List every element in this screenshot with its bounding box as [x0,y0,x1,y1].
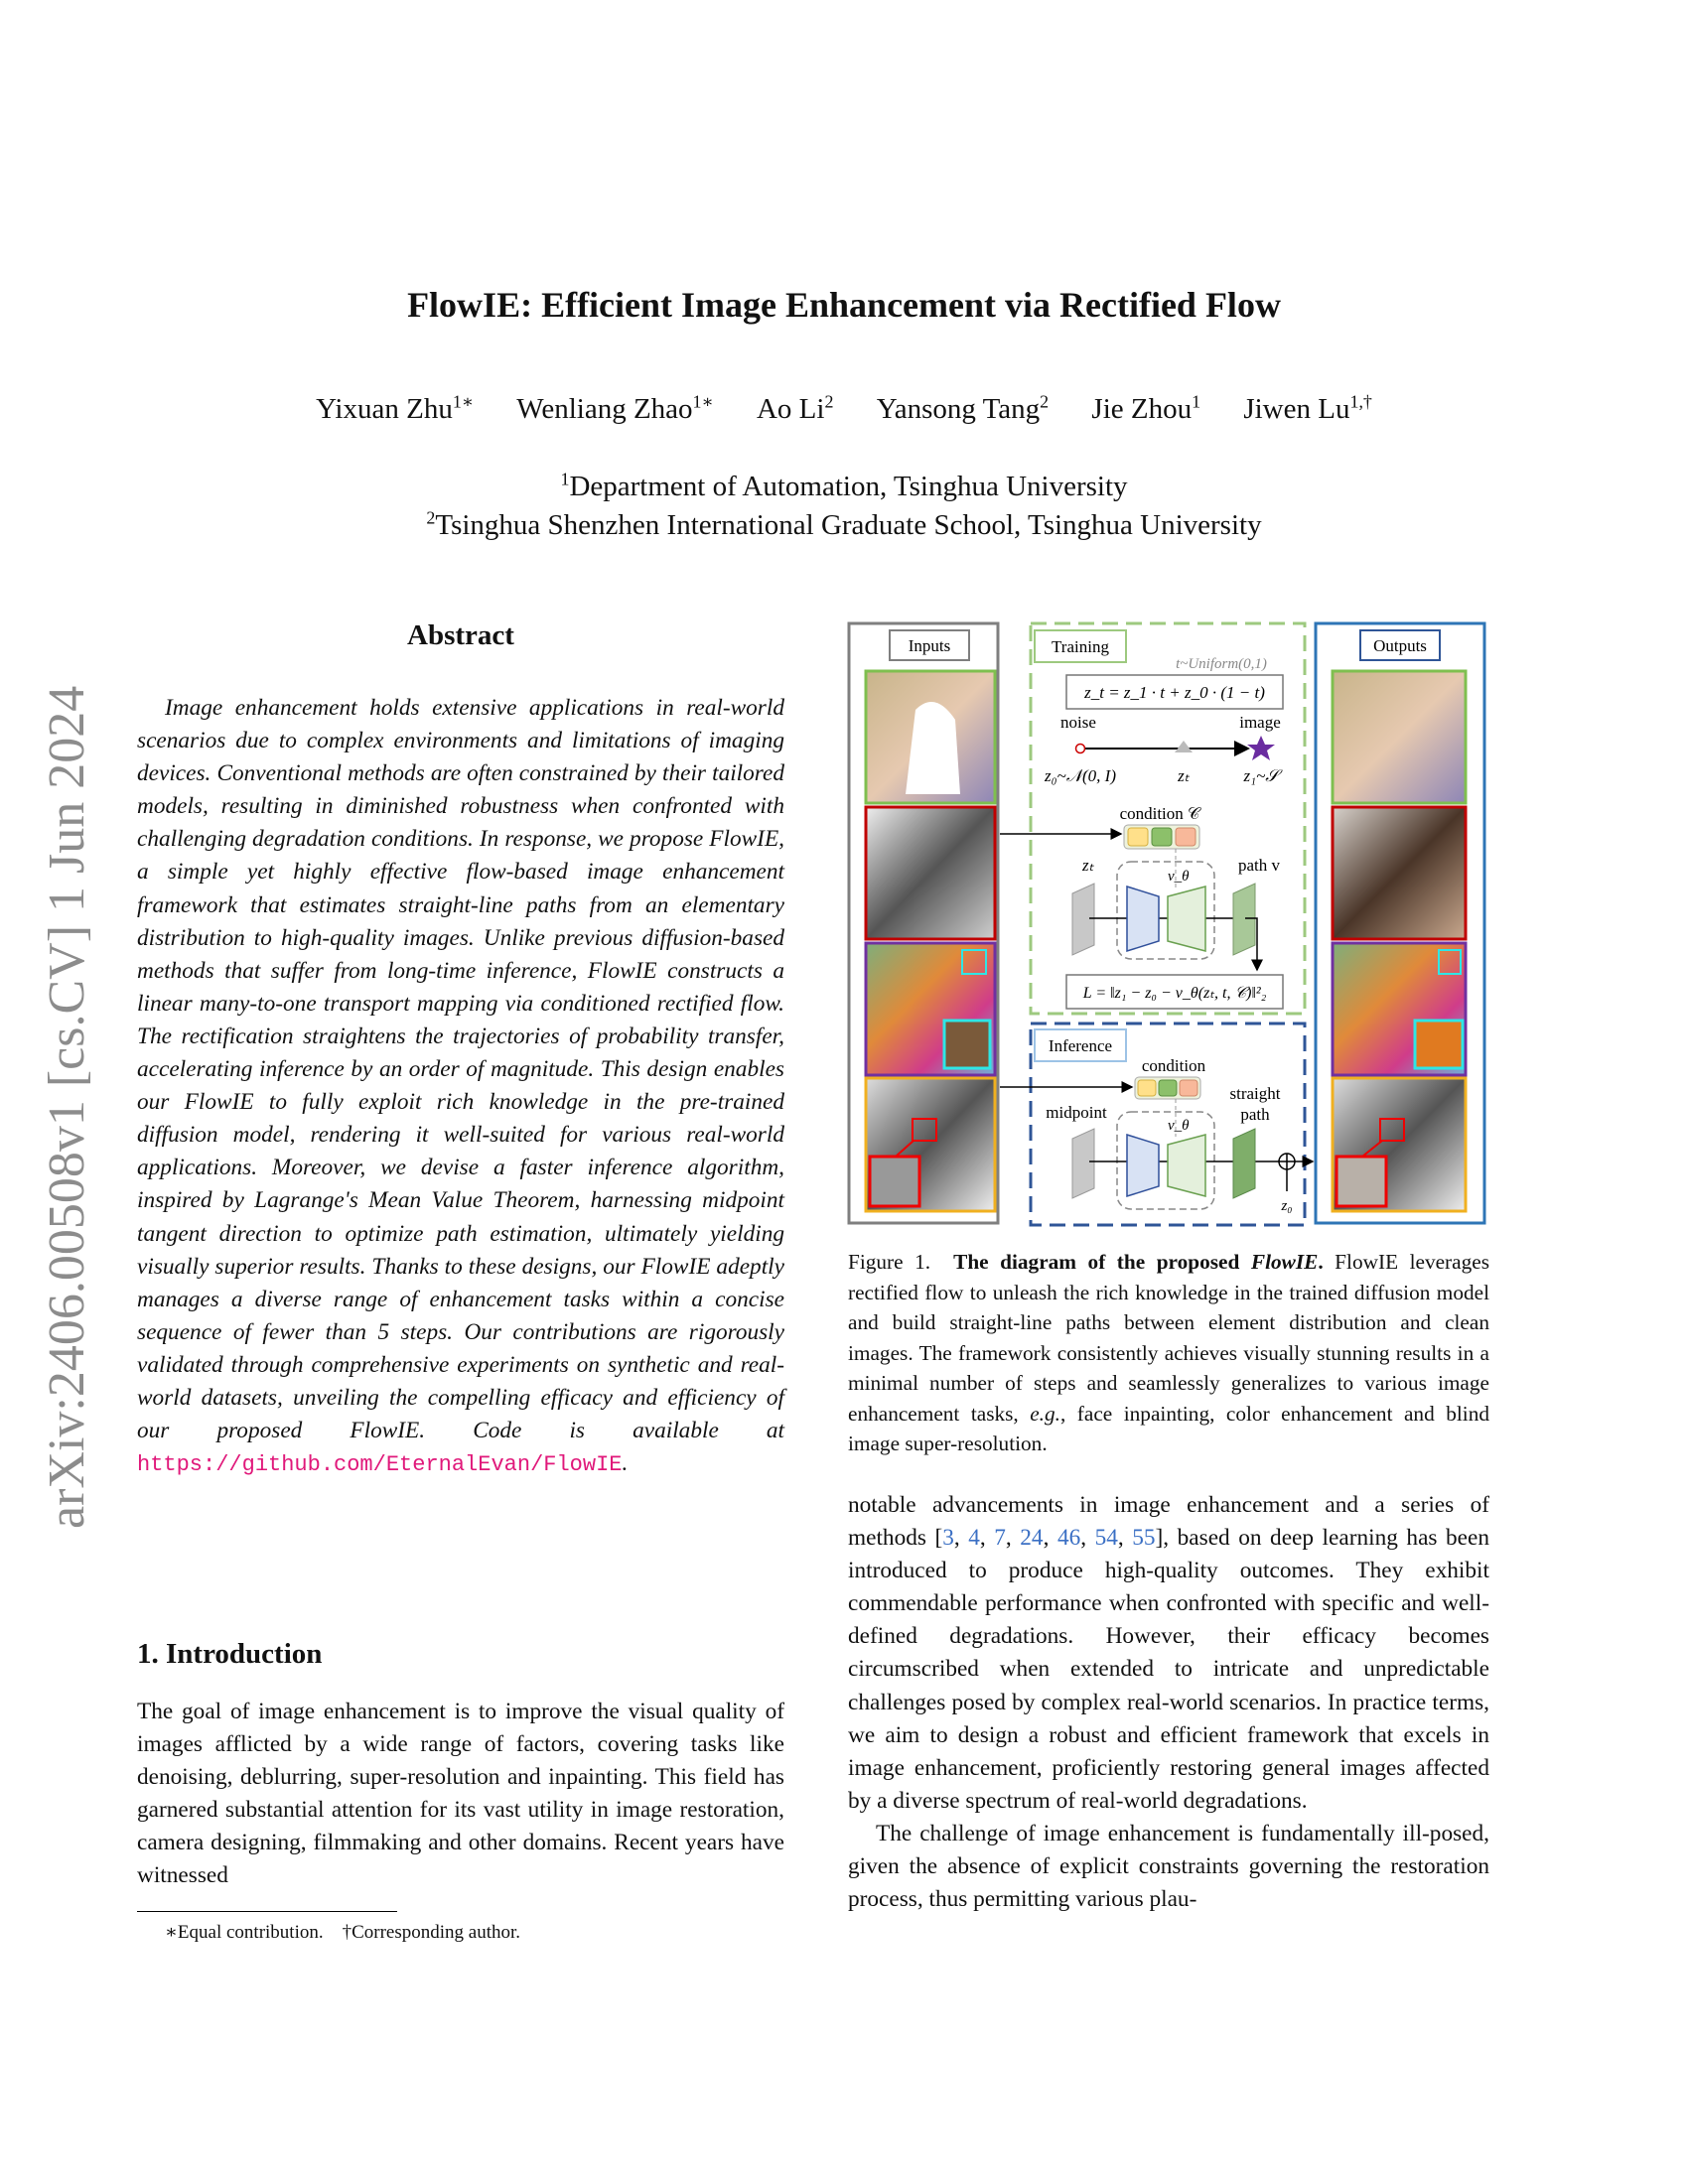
training-label: Training [1052,637,1109,656]
input-image-grayscale-face [866,807,995,939]
image-label: image [1239,713,1281,732]
condition-label: condition [1141,1056,1206,1075]
footnote: ∗Equal contribution. †Corresponding author. [165,1922,521,1943]
author: Ao Li$^2$ [756,391,834,425]
noise-label: noise [1060,713,1096,732]
midpoint-label: midpoint [1046,1103,1107,1122]
figure-caption: Figure 1. The diagram of the proposed FlowIE. FlowIE leverages rectified flow to unleash the rich knowledge in the trained diffusion model and build straight-line paths between element distribution and clean images. The framework consistently achieves visually stunning results in a minimal number of steps and seamlessly generalizes to various image enhancement tasks, e.g., face inpainting, color enhancement and blind image super-resolution. [848,1250,1489,1455]
v-theta-label: v_θ [1168,869,1190,885]
citation-link[interactable]: 46 [1056,1525,1081,1552]
loss-formula: L = ‖z₁ − z₀ − v_θ(zₜ, t, 𝒞)‖²₂ [1082,985,1267,1002]
paper-title: FlowIE: Efficient Image Enhancement via Rectified Flow [407,285,1281,325]
z0-distribution: z₀~𝒩(0, I) [1045,766,1116,785]
footnote-rule [137,1911,397,1912]
author: Yansong Tang$^2$ [876,391,1050,425]
citation-link[interactable]: 4 [968,1525,980,1552]
abstract-heading: Abstract [407,619,514,651]
paragraph: The challenge of image enhancement is fundamentally ill-posed, given the absence of explicit constraints governing the restoration process, thus permitting various plau- [848,1820,1489,1913]
citation-link[interactable]: 55 [1132,1525,1156,1552]
figure-1-diagram [846,620,1489,1228]
author: Yixuan Zhu$^{1∗}$ [316,391,475,425]
citation-link[interactable]: 3 [942,1525,954,1552]
star-image-icon [1247,736,1275,760]
affiliation: $^1$Department of Automation, Tsinghua University [560,469,1128,502]
straight-label: straight [1229,1084,1281,1103]
abstract-body: Image enhancement holds extensive applications in real-world scenarios due to complex environments and limitations of imaging devices. Conventional methods are often constrained by their tailored models, resulting in diminished robustness when confronted with challenging degradation conditions. In response, we propose FlowIE, a simple yet highly effective flow-based image enhancement framework that estimates straight-line paths from an elementary distribution to high-quality images. Unlike previous diffusion-based methods that suffer from long-time inference, FlowIE constructs a linear many-to-one transport mapping via conditioned rectified flow. The rectification straightens the trajectories of probability transfer, accelerating inference by an order of magnitude. This design enables our FlowIE to fully exploit rich knowledge in the pre-trained diffusion model, rendering it well-suited for various real-world applications. Moreover, we devise a faster inference algorithm, inspired by Lagrange's Mean Value Theorem, harnessing midpoint tangent direction to optimize path estimation, ultimately yielding visually superior results. Thanks to these designs, our FlowIE adeptly manages a diverse range of enhancement tasks within a concise sequence of fewer than 5 steps. Our contributions are rigorously validated through comprehensive experiments on synthetic and real-world datasets, unveiling the compelling efficacy and efficiency of our proposed FlowIE. Code is available at https://github.com/EternalEvan/FlowIE. [137,695,784,1478]
zt-label: zₜ [1178,766,1190,785]
output-image-face [1333,671,1466,803]
path-v-label: path v [1237,856,1281,875]
zt-input-label: zₜ [1082,856,1094,875]
citation-link[interactable]: 7 [994,1525,1006,1552]
author-list [0,393,1688,426]
condition-c-label: condition 𝒞 [1119,804,1200,823]
author: Jie Zhou$^1$ [1091,391,1201,425]
citation-link[interactable]: 54 [1094,1525,1118,1552]
noise-point-icon [1076,745,1085,753]
t-distribution: t~Uniform(0,1) [1176,656,1267,672]
right-column-body: notable advancements in image enhancement and a series of methods [3, 4, 7, 24, 46, 54, 55], based on deep learning has been introduced to produce high-quality outcomes. They exhibit commendable performance when confronted with specific and well-defined degradations. However, their efficacy becomes circumscribed when extended to intricate and unpredictable challenges posed by complex real-world scenarios. In practice terms, we aim to design a robust and efficient framework that excels in image enhancement, proficiently restoring general images affected by a diverse spectrum of real-world degradations. The challenge of image enhancement is fundamentally ill-posed, given the absence of explicit constraints governing the restoration process, thus permitting various plau- [848,1489,1489,1916]
v-theta-label: v_θ [1168,1118,1190,1134]
z0-label: z₀ [1281,1198,1293,1214]
intro-paragraph: The goal of image enhancement is to improve the visual quality of images afflicted by a wide range of factors, covering tasks like denoising, deblurring, super-resolution and inpainting. This field has garnered substantial attention for its vast utility in image restoration, camera designing, filmmaking and other domains. Recent years have witnessed [137,1699,784,1889]
interpolation-formula: z_t = z_1 · t + z_0 · (1 − t) [1084,683,1265,702]
code-link[interactable]: https://github.com/EternalEvan/FlowIE [137,1452,623,1478]
section-heading: 1. Introduction [137,1638,323,1670]
inference-label: Inference [1048,1036,1113,1055]
affiliation: $^2$Tsinghua Shenzhen International Graduate School, Tsinghua University [426,507,1262,541]
arxiv-stamp: arXiv:2406.00508v1 [cs.CV] 1 Jun 2024 [39,685,95,1529]
outputs-label: Outputs [1373,636,1427,655]
path-label: path [1240,1105,1270,1124]
author: Wenliang Zhao$^{1∗}$ [516,391,714,425]
citation-link[interactable]: 24 [1020,1525,1044,1552]
output-image-colorized-face [1333,807,1466,939]
author: Jiwen $Lu^{1,\dagger}$ [1243,391,1372,425]
z1-distribution: z₁~𝒮 [1243,766,1279,785]
triangle-zt-icon [1175,741,1193,752]
inputs-label: Inputs [908,636,951,655]
